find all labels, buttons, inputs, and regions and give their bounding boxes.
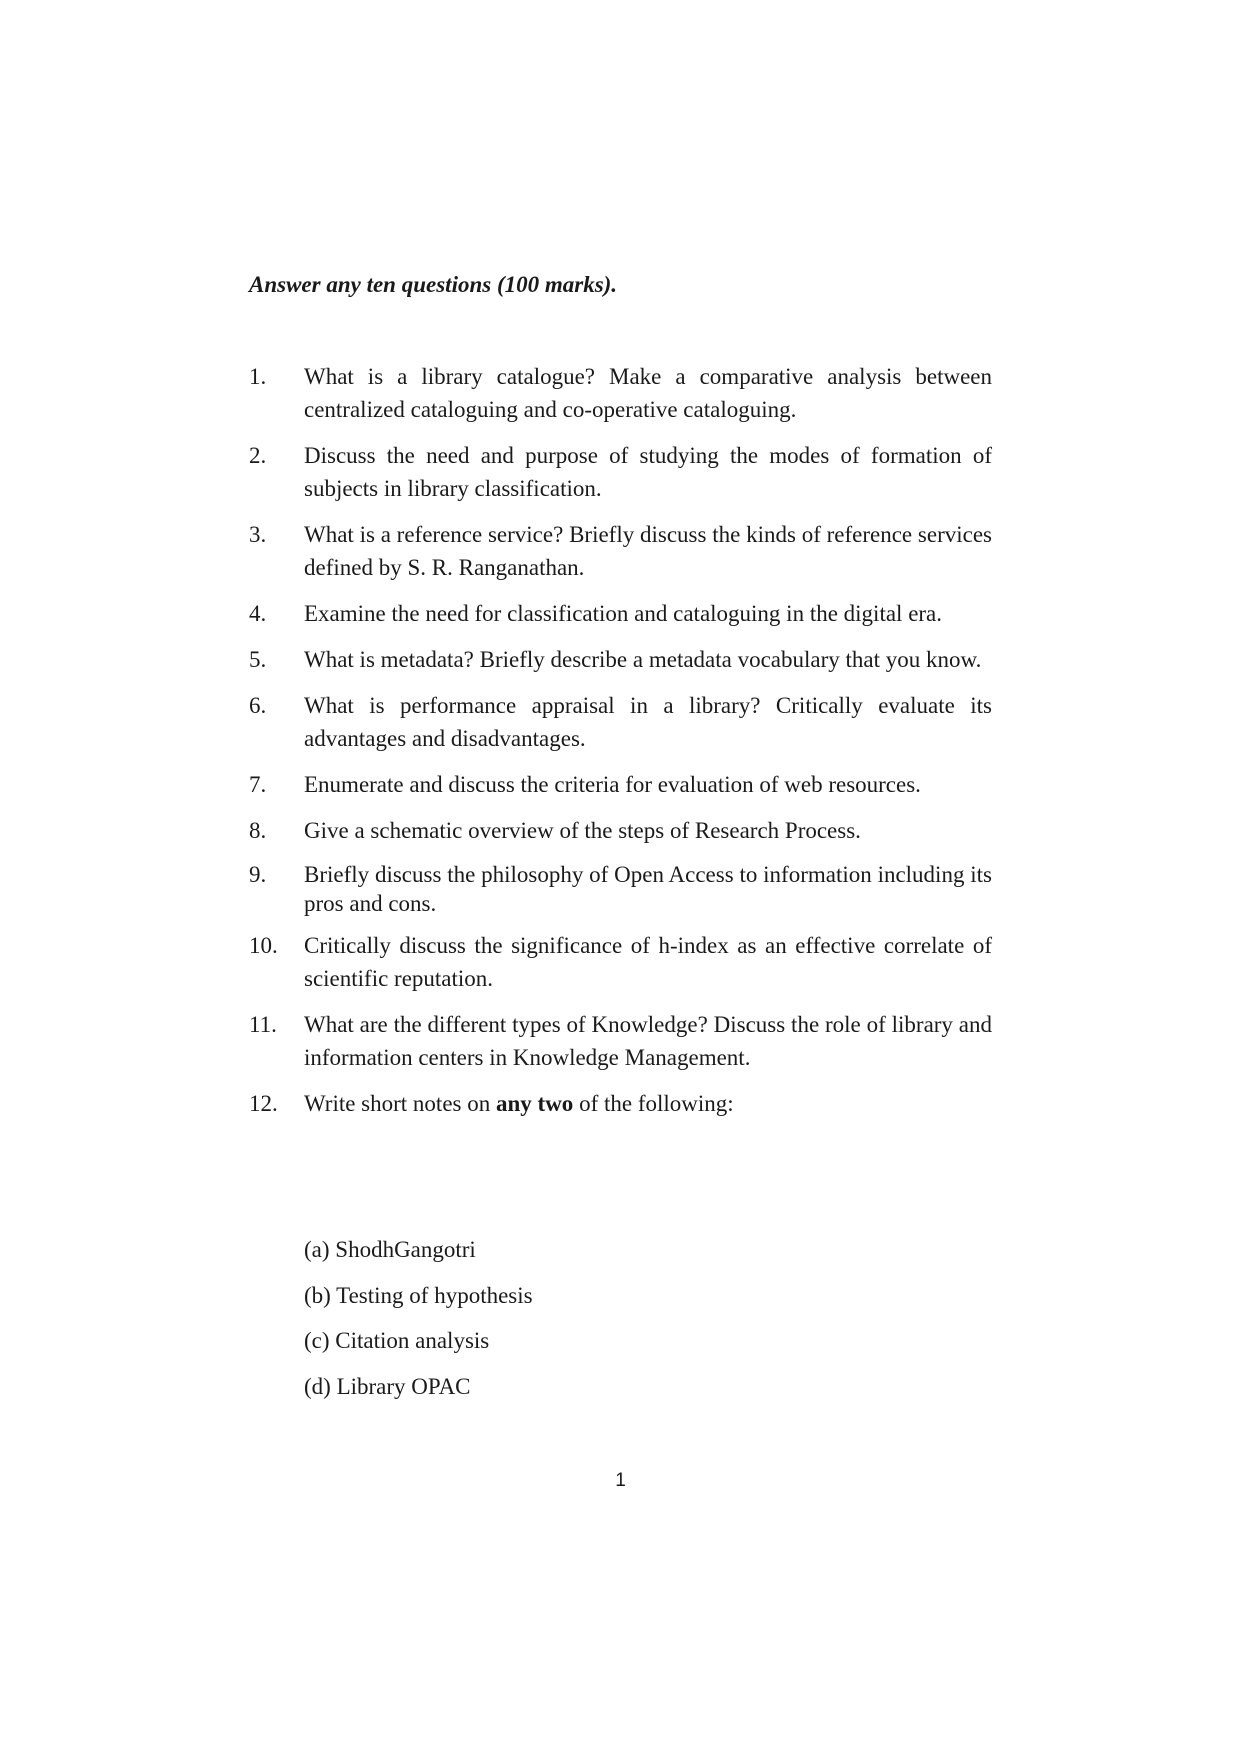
- question-number: 2.: [249, 443, 267, 468]
- question-number: 7.: [249, 772, 267, 797]
- question-list: [249, 360, 992, 1120]
- sub-item-a: (a) ShodhGangotri: [304, 1237, 476, 1262]
- question-text: What is a reference service? Briefly discuss the kinds of reference services defined by S. R. Ranganathan.: [304, 522, 992, 580]
- instruction-heading: Answer any ten questions (100 marks).: [249, 272, 618, 297]
- question-text: What is metadata? Briefly describe a metadata vocabulary that you know.: [304, 647, 982, 672]
- question-number: 6.: [249, 693, 267, 718]
- question-text-bold: any two: [496, 1091, 574, 1116]
- question-text: Critically discuss the significance of h-index as an effective correlate of scientific reputation.: [304, 933, 992, 991]
- question-number: 9.: [249, 862, 267, 887]
- question-3: [249, 518, 992, 584]
- question-number: 5.: [249, 647, 267, 672]
- question-6: [249, 689, 992, 755]
- question-number: 8.: [249, 818, 267, 843]
- question-number: 4.: [249, 601, 267, 626]
- question-1: [249, 360, 992, 426]
- question-number: 3.: [249, 522, 267, 547]
- question-10: [249, 929, 992, 995]
- question-text: What is performance appraisal in a library? Critically evaluate its advantages and disadvantages.: [304, 693, 992, 751]
- question-4: [249, 597, 992, 630]
- question-9: [249, 860, 992, 918]
- question-text: Examine the need for classification and cataloguing in the digital era.: [304, 601, 943, 626]
- question-number: 10.: [249, 933, 278, 958]
- question-text: Enumerate and discuss the criteria for evaluation of web resources.: [304, 772, 921, 797]
- question-text: Briefly discuss the philosophy of Open Access to information including its pros and cons.: [304, 862, 992, 916]
- question-2: [249, 439, 992, 505]
- question-text: [304, 1091, 734, 1116]
- sub-item-d: (d) Library OPAC: [304, 1374, 471, 1399]
- question-text-before: Write short notes on: [304, 1091, 496, 1116]
- question-text: What are the different types of Knowledge? Discuss the role of library and information centers in Knowledge Management.: [304, 1012, 992, 1070]
- sub-item-c: (c) Citation analysis: [304, 1328, 490, 1353]
- question-text: Give a schematic overview of the steps of Research Process.: [304, 818, 861, 843]
- question-8: [249, 814, 992, 847]
- sub-item-b: (b) Testing of hypothesis: [304, 1283, 533, 1308]
- question-5: [249, 643, 992, 676]
- question-text: What is a library catalogue? Make a comparative analysis between centralized cataloguing and co-operative cataloguing.: [304, 364, 992, 422]
- question-text-after: of the following:: [573, 1091, 734, 1116]
- page-number: 1: [615, 1470, 626, 1491]
- question-12: [249, 1087, 992, 1120]
- question-11: [249, 1008, 992, 1074]
- question-number: 11.: [249, 1012, 277, 1037]
- question-text: Discuss the need and purpose of studying the modes of formation of subjects in library classification.: [304, 443, 992, 501]
- question-number: 1.: [249, 364, 267, 389]
- question-number: 12.: [249, 1091, 278, 1116]
- question-7: [249, 768, 992, 801]
